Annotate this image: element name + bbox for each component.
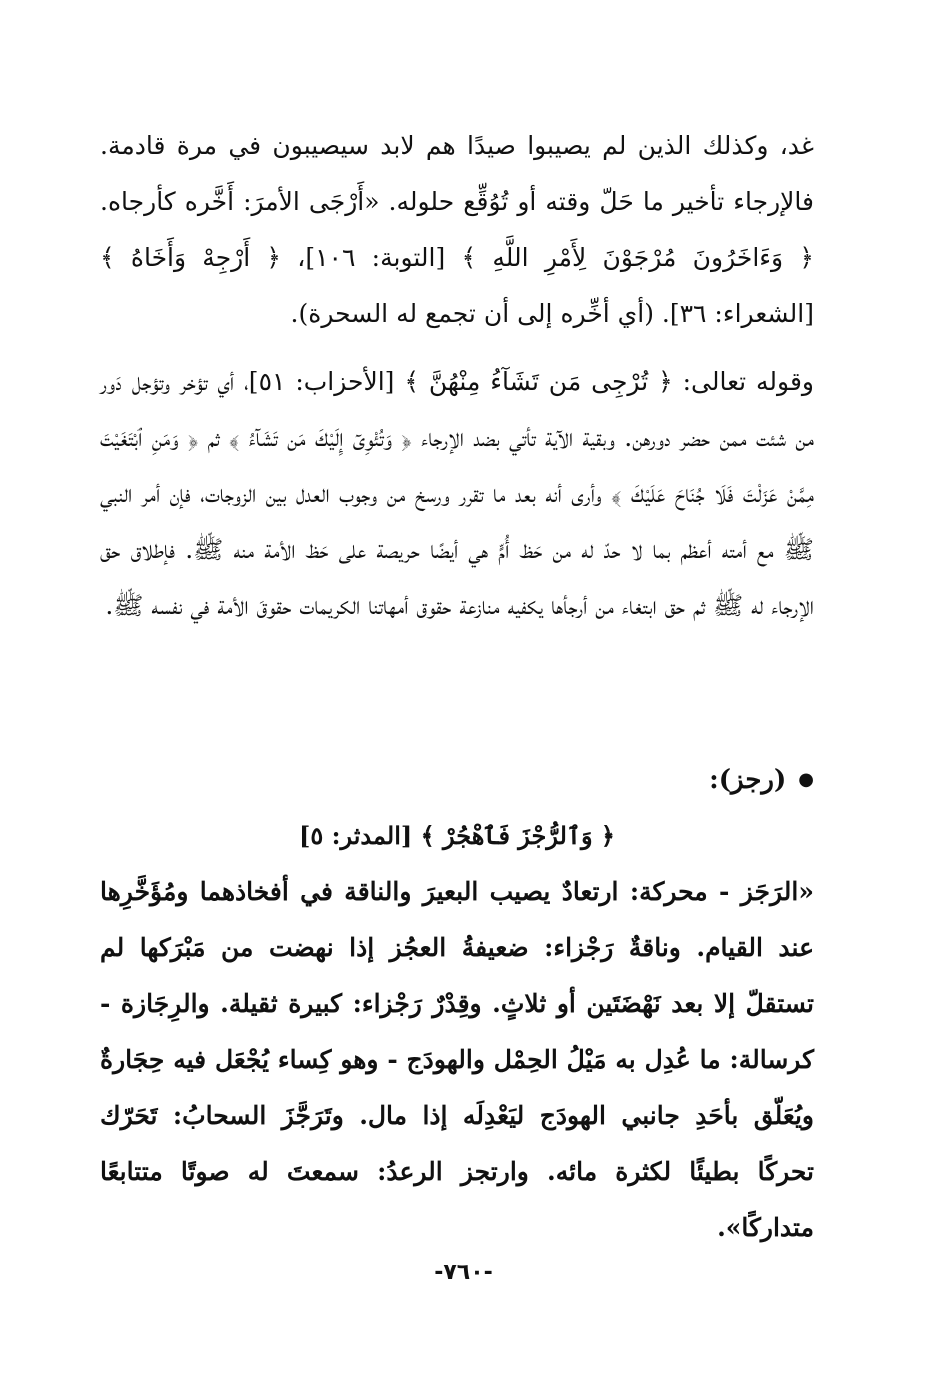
page-number: -٧٦٠- [434,1260,493,1285]
section-heading-label: (رجز): [709,765,787,795]
page-body [100,118,814,1242]
bullet-icon: ● [798,769,814,790]
quranic-verse: ﴿ وَٱلرُّجْزَ فَٱهْجُرْ ﴾ [المدثر: ٥] [299,821,615,850]
section-heading [100,752,814,808]
paragraph-irjaa-definition: غد، وكذلك الذين لم يصيبوا صيدًا هم لابد سيصيبون في مرة قادمة. فالإرجاء تأخير ما حَلّ وقته أو تُوُقِّع حلوله. «أَرْجَى الأمرَ: أَخَّره كأرجاه. ﴿ وَءَاخَرُونَ مُرْجَوْنَ لِأَمْرِ اللَّهِ ﴾ [التوبة: ١٠٦]، ﴿ أَرْجِهْ وَأَخَاهُ ﴾ [الشعراء: ٣٦]. (أي أخِّره إلى أن تجمع له السحرة). [100,131,814,328]
paragraph-verse-commentary: وقوله تعالى: ﴿ تُرْجِى مَن تَشَآءُ مِنْهُنَّ ﴾ [الأحزاب: ٥١]، أي تؤخر وتؤجل دَور من شئت ممن حضر دورهن. وبقية الآية تأتي بضد الإرجاء ﴿ وَتُئْوِىٓ إِلَيْكَ مَن تَشَآءُ ﴾ ثم ﴿ وَمَنِ ٱبْتَغَيْتَ مِمَّنْ عَزَلْتَ فَلَا جُنَاحَ عَلَيْكَ ﴾ وأرى أنه بعد ما تقرر ورسخ من وجوب العدل بين الزوجات، فإن أمر النبي ﷺ مع أمته أعظم بما لا حدّ له من حَظ أُمٍّ هي أيضًا حريصة على حَظ الأمة منه ﷺ. فإطلاق حق الإرجاء له ﷺ ثم حق ابتغاء من أرجأها يكفيه منازعة حقوق أمهاتنا الكريمات حقوقَ الأمة في نفسه ﷺ. [100,367,814,620]
paragraph-rajaz-definition: «الرَجَز - محركة: ارتعادٌ يصيب البعيرَ والناقة في أفخاذهما ومُؤَخَّرِها عند القيام. وناقةٌ رَجْزاء: ضعيفةُ العجُز إذا نهضت من مَبْرَكها لم تستقلّ إلا بعد نَهْضَتَين أو ثلاثٍ. وقِدْرٌ رَجْزاء: كبيرة ثقيلة. والرِجَازة - كرسالة: ما عُدِل به مَيْلُ الحِمْل والهودَج - وهو كِساء يُجْعَل فيه حِجَارةٌ ويُعَلّق بأحَدِ جانبي الهودَج ليَعْدِلَه إذا مال. وتَرَجَّزَ السحابُ: تَحَرّك تحركًا بطيئًا لكثرة مائه. وارتجز الرعدُ: سمعتَ له صوتًا متتابعًا متداركًا». [100,877,814,1242]
